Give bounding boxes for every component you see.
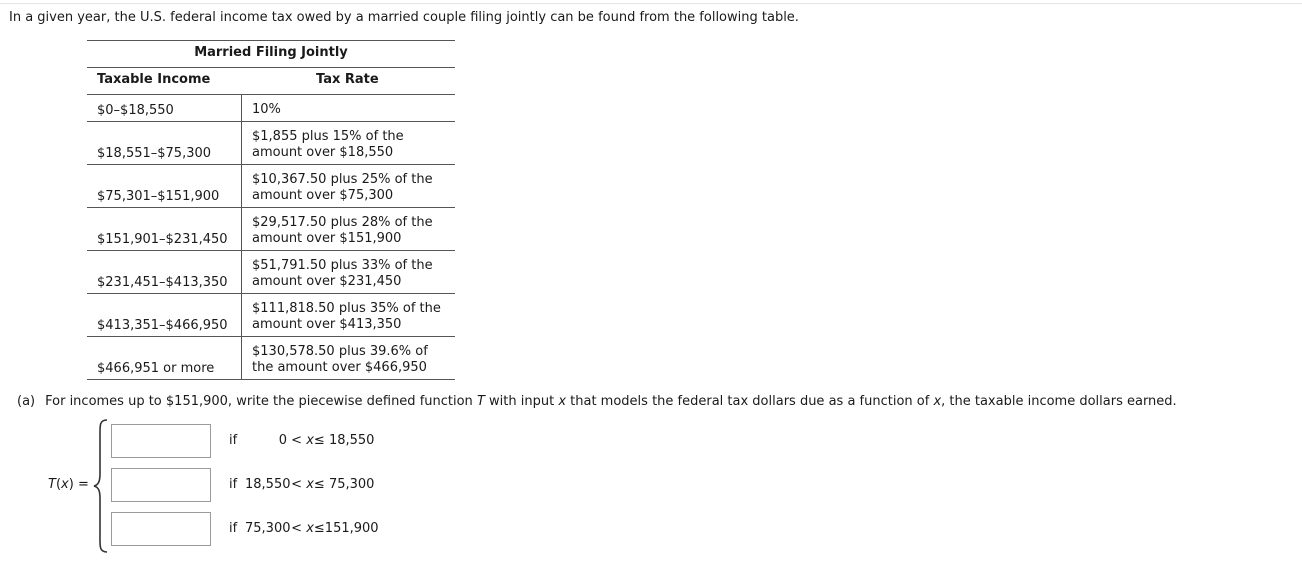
header-taxable-income: Taxable Income — [97, 72, 211, 87]
table-top-rule — [87, 40, 455, 41]
rate-line: the amount over $466,950 — [252, 360, 427, 375]
table-caption: Married Filing Jointly — [194, 45, 348, 60]
if-label: if — [229, 521, 238, 536]
less-equal-sign: ≤ — [313, 433, 325, 448]
upper-bound: 151,900 — [324, 521, 379, 536]
variable-x: x — [306, 521, 314, 536]
rate-line: $10,367.50 plus 25% of the — [252, 172, 433, 187]
top-divider — [0, 3, 1302, 4]
table-row — [87, 251, 455, 294]
lower-bound: 75,300 — [245, 521, 291, 536]
table-row — [87, 208, 455, 251]
less-than-sign: < — [291, 477, 303, 492]
rate-cell — [252, 344, 452, 376]
piece-1-answer-input[interactable] — [111, 424, 211, 458]
rate-line: $1,855 plus 15% of the — [252, 129, 404, 144]
income-cell: $0–$18,550 — [97, 103, 174, 118]
less-equal-sign: ≤ — [313, 477, 325, 492]
question-text: with input — [484, 394, 559, 409]
rate-line: 10% — [252, 102, 281, 117]
table-row — [87, 165, 455, 208]
less-equal-sign: ≤ — [313, 521, 325, 536]
rate-line: $29,517.50 plus 28% of the — [252, 215, 433, 230]
part-a-question — [17, 394, 1177, 409]
income-cell: $75,301–$151,900 — [97, 189, 220, 204]
table-row — [87, 122, 455, 165]
variable-T: T — [476, 394, 485, 409]
piece-2-condition — [229, 477, 374, 492]
variable-x: x — [558, 394, 567, 409]
rate-line: amount over $413,350 — [252, 317, 402, 332]
income-cell: $466,951 or more — [97, 361, 215, 376]
rate-cell — [252, 301, 452, 333]
lower-bound: 0 — [278, 433, 287, 448]
rate-line: $111,818.50 plus 35% of the — [252, 301, 441, 316]
caption-rule — [87, 67, 455, 68]
variable-x: x — [306, 433, 314, 448]
table-row — [87, 337, 455, 380]
if-label: if — [229, 477, 238, 492]
rate-line: $130,578.50 plus 39.6% of — [252, 344, 428, 359]
piece-3-condition — [229, 521, 379, 536]
income-cell: $151,901–$231,450 — [97, 232, 228, 247]
upper-bound: 75,300 — [328, 477, 375, 492]
function-name: T — [48, 477, 56, 492]
piece-2-answer-input[interactable] — [111, 468, 211, 502]
function-arg: x — [61, 477, 69, 492]
function-equals: ) = — [68, 477, 89, 492]
income-cell: $413,351–$466,950 — [97, 318, 228, 333]
function-open-paren: ( — [55, 477, 62, 492]
table-row — [87, 294, 455, 337]
question-text: For incomes up to $151,900, write the piecewise defined function — [45, 394, 477, 409]
rate-cell — [252, 129, 452, 161]
rate-line: amount over $18,550 — [252, 145, 394, 160]
rate-line: amount over $75,300 — [252, 188, 394, 203]
variable-x: x — [306, 477, 314, 492]
rate-cell — [252, 172, 452, 204]
piece-3-answer-input[interactable] — [111, 512, 211, 546]
left-brace-icon — [93, 418, 109, 554]
intro-text: In a given year, the U.S. federal income tax owed by a married couple filing jointly can be found from the following table. — [9, 10, 799, 25]
rate-cell — [252, 215, 452, 247]
if-label: if — [229, 433, 238, 448]
piece-1-condition — [229, 433, 374, 448]
table-row — [87, 95, 455, 122]
function-label — [48, 477, 89, 492]
income-cell: $18,551–$75,300 — [97, 146, 212, 161]
variable-x: x — [933, 394, 942, 409]
question-text: that models the federal tax dollars due as a function of — [566, 394, 934, 409]
part-a-letter: (a) — [17, 394, 36, 409]
rate-line: amount over $231,450 — [252, 274, 402, 289]
less-than-sign: < — [291, 433, 303, 448]
income-cell: $231,451–$413,350 — [97, 275, 228, 290]
rate-line: amount over $151,900 — [252, 231, 402, 246]
upper-bound: 18,550 — [328, 433, 375, 448]
rate-line: $51,791.50 plus 33% of the — [252, 258, 433, 273]
less-than-sign: < — [291, 521, 303, 536]
header-tax-rate: Tax Rate — [316, 72, 379, 87]
rate-cell — [252, 102, 452, 118]
rate-cell — [252, 258, 452, 290]
question-text: , the taxable income dollars earned. — [941, 394, 1177, 409]
lower-bound: 18,550 — [245, 477, 291, 492]
